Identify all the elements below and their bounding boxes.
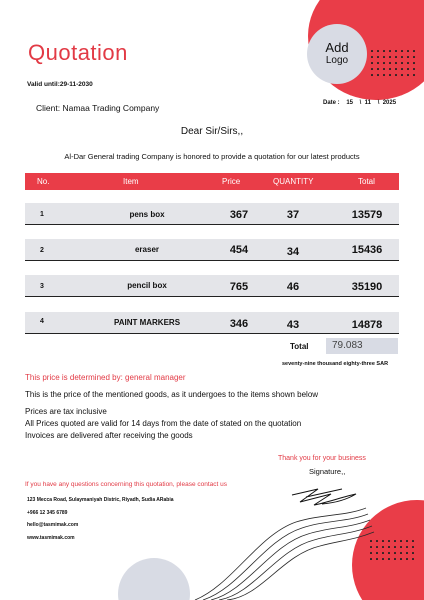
page-title: Quotation — [28, 40, 128, 65]
cell-no: 3 — [40, 283, 44, 290]
column-header-no: No. — [37, 177, 50, 186]
thank-you-text: Thank you for your business — [278, 455, 366, 462]
note-line: Invoices are delivered after receiving the goods — [25, 431, 193, 440]
total-in-words: seventy-nine thousand eighty-three SAR — [282, 361, 389, 367]
price-description: This is the price of the mentioned goods, as it undergoes to the items shown below — [25, 390, 319, 399]
cell-price: 367 — [229, 209, 249, 221]
table-row — [25, 312, 399, 334]
total-value: 79.083 — [326, 338, 398, 354]
logo-text-line1: Add — [325, 40, 349, 55]
price-determined-by: This price is determined by: general manager — [25, 373, 186, 382]
logo-text-line2: Logo — [325, 55, 349, 66]
cell-price: 454 — [229, 244, 249, 256]
cell-no: 1 — [40, 211, 44, 218]
contact-address: 123 Mecca Road, Sulaymaniyah Distric, Riyadh, Sudia ARabia — [27, 497, 174, 503]
greeting: Dear Sir/Sirs,, — [180, 126, 244, 137]
contact-website: www.tasmimak.com — [27, 535, 75, 541]
cell-total: 35190 — [351, 281, 383, 293]
cell-item: eraser — [134, 245, 160, 254]
table-row — [25, 275, 399, 297]
contact-phone: +966 12 345 6789 — [27, 510, 68, 516]
cell-item: PAINT MARKERS — [113, 318, 181, 327]
cell-price: 346 — [229, 318, 249, 330]
contact-email: hello@tasmimak.com — [27, 522, 79, 528]
quote-date: Date : 15 \ 11 \ 2025 — [323, 100, 397, 106]
cell-item: pens box — [129, 210, 165, 219]
column-header-item: Item — [123, 177, 139, 186]
contact-prompt: If you have any questions concerning this quotation, please contact us — [25, 481, 227, 488]
column-header-price: Price — [222, 177, 241, 186]
signature-scribble — [292, 489, 356, 505]
column-header-total: Total — [358, 177, 375, 186]
intro-text: Al-Dar General trading Company is honored to provide a quotation for our latest products — [64, 152, 360, 161]
cell-quantity: 46 — [286, 281, 300, 293]
cell-quantity: 37 — [286, 209, 300, 221]
table-header — [25, 173, 399, 190]
cell-quantity: 34 — [286, 246, 300, 258]
cell-no: 4 — [40, 318, 44, 325]
table-row — [25, 239, 399, 261]
signature-label: Signature,, — [309, 467, 346, 476]
client-name: Client: Namaa Trading Company — [36, 103, 160, 113]
cell-total: 14878 — [351, 319, 383, 331]
cell-total: 15436 — [351, 244, 383, 256]
note-line: All Prices quoted are valid for 14 days from the date of stated on the quotation — [25, 419, 302, 428]
total-label: Total — [290, 342, 309, 351]
table-row — [25, 203, 399, 225]
cell-item: pencil box — [127, 281, 167, 290]
cell-no: 2 — [40, 247, 44, 254]
cell-total: 13579 — [351, 209, 383, 221]
cell-price: 765 — [229, 281, 249, 293]
valid-until: Valid until:29-11-2030 — [27, 81, 93, 88]
cell-quantity: 43 — [286, 319, 300, 331]
note-line: Prices are tax inclusive — [25, 407, 107, 416]
column-header-quantity: QUANTITY — [273, 177, 314, 186]
